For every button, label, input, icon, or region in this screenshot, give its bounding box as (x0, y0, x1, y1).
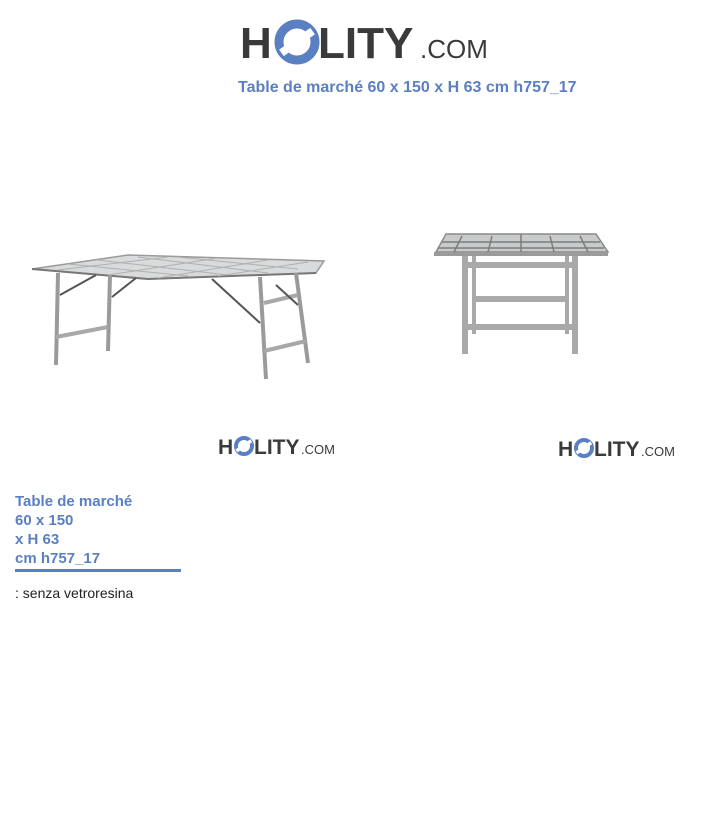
svg-text:H: H (558, 438, 574, 461)
svg-text:LITY: LITY (594, 438, 640, 461)
product-title-line: 60 x 150 (15, 512, 74, 529)
product-title-line: cm h757_17 (15, 550, 101, 567)
folding-table-front-icon (434, 234, 608, 354)
logo-ring-icon (235, 438, 252, 454)
logo-ring-icon (575, 440, 592, 456)
svg-text:H: H (218, 436, 234, 459)
holity-logo-small-2 (558, 435, 676, 461)
page-title: Table de marché 60 x 150 x H 63 cm h757_17 (238, 79, 577, 96)
svg-text:LITY: LITY (254, 436, 300, 459)
product-title (15, 492, 181, 572)
holity-logo-small-1 (218, 433, 336, 459)
logo-ring-icon (279, 24, 315, 60)
logo-letter-h: H (240, 19, 272, 68)
product-image-side-view[interactable] (28, 245, 328, 385)
product-note: : senza vetroresina (15, 585, 134, 601)
product-image-front-view[interactable] (432, 228, 610, 360)
folding-table-side-icon (32, 255, 324, 379)
svg-text:.COM: .COM (301, 442, 335, 457)
svg-text:.COM: .COM (641, 444, 675, 459)
logo-word: LITY (318, 19, 414, 68)
holity-logo[interactable] (240, 14, 490, 68)
product-title-line: x H 63 (15, 531, 60, 548)
product-title-line: Table de marché (15, 493, 133, 510)
logo-suffix: .COM (420, 34, 488, 64)
